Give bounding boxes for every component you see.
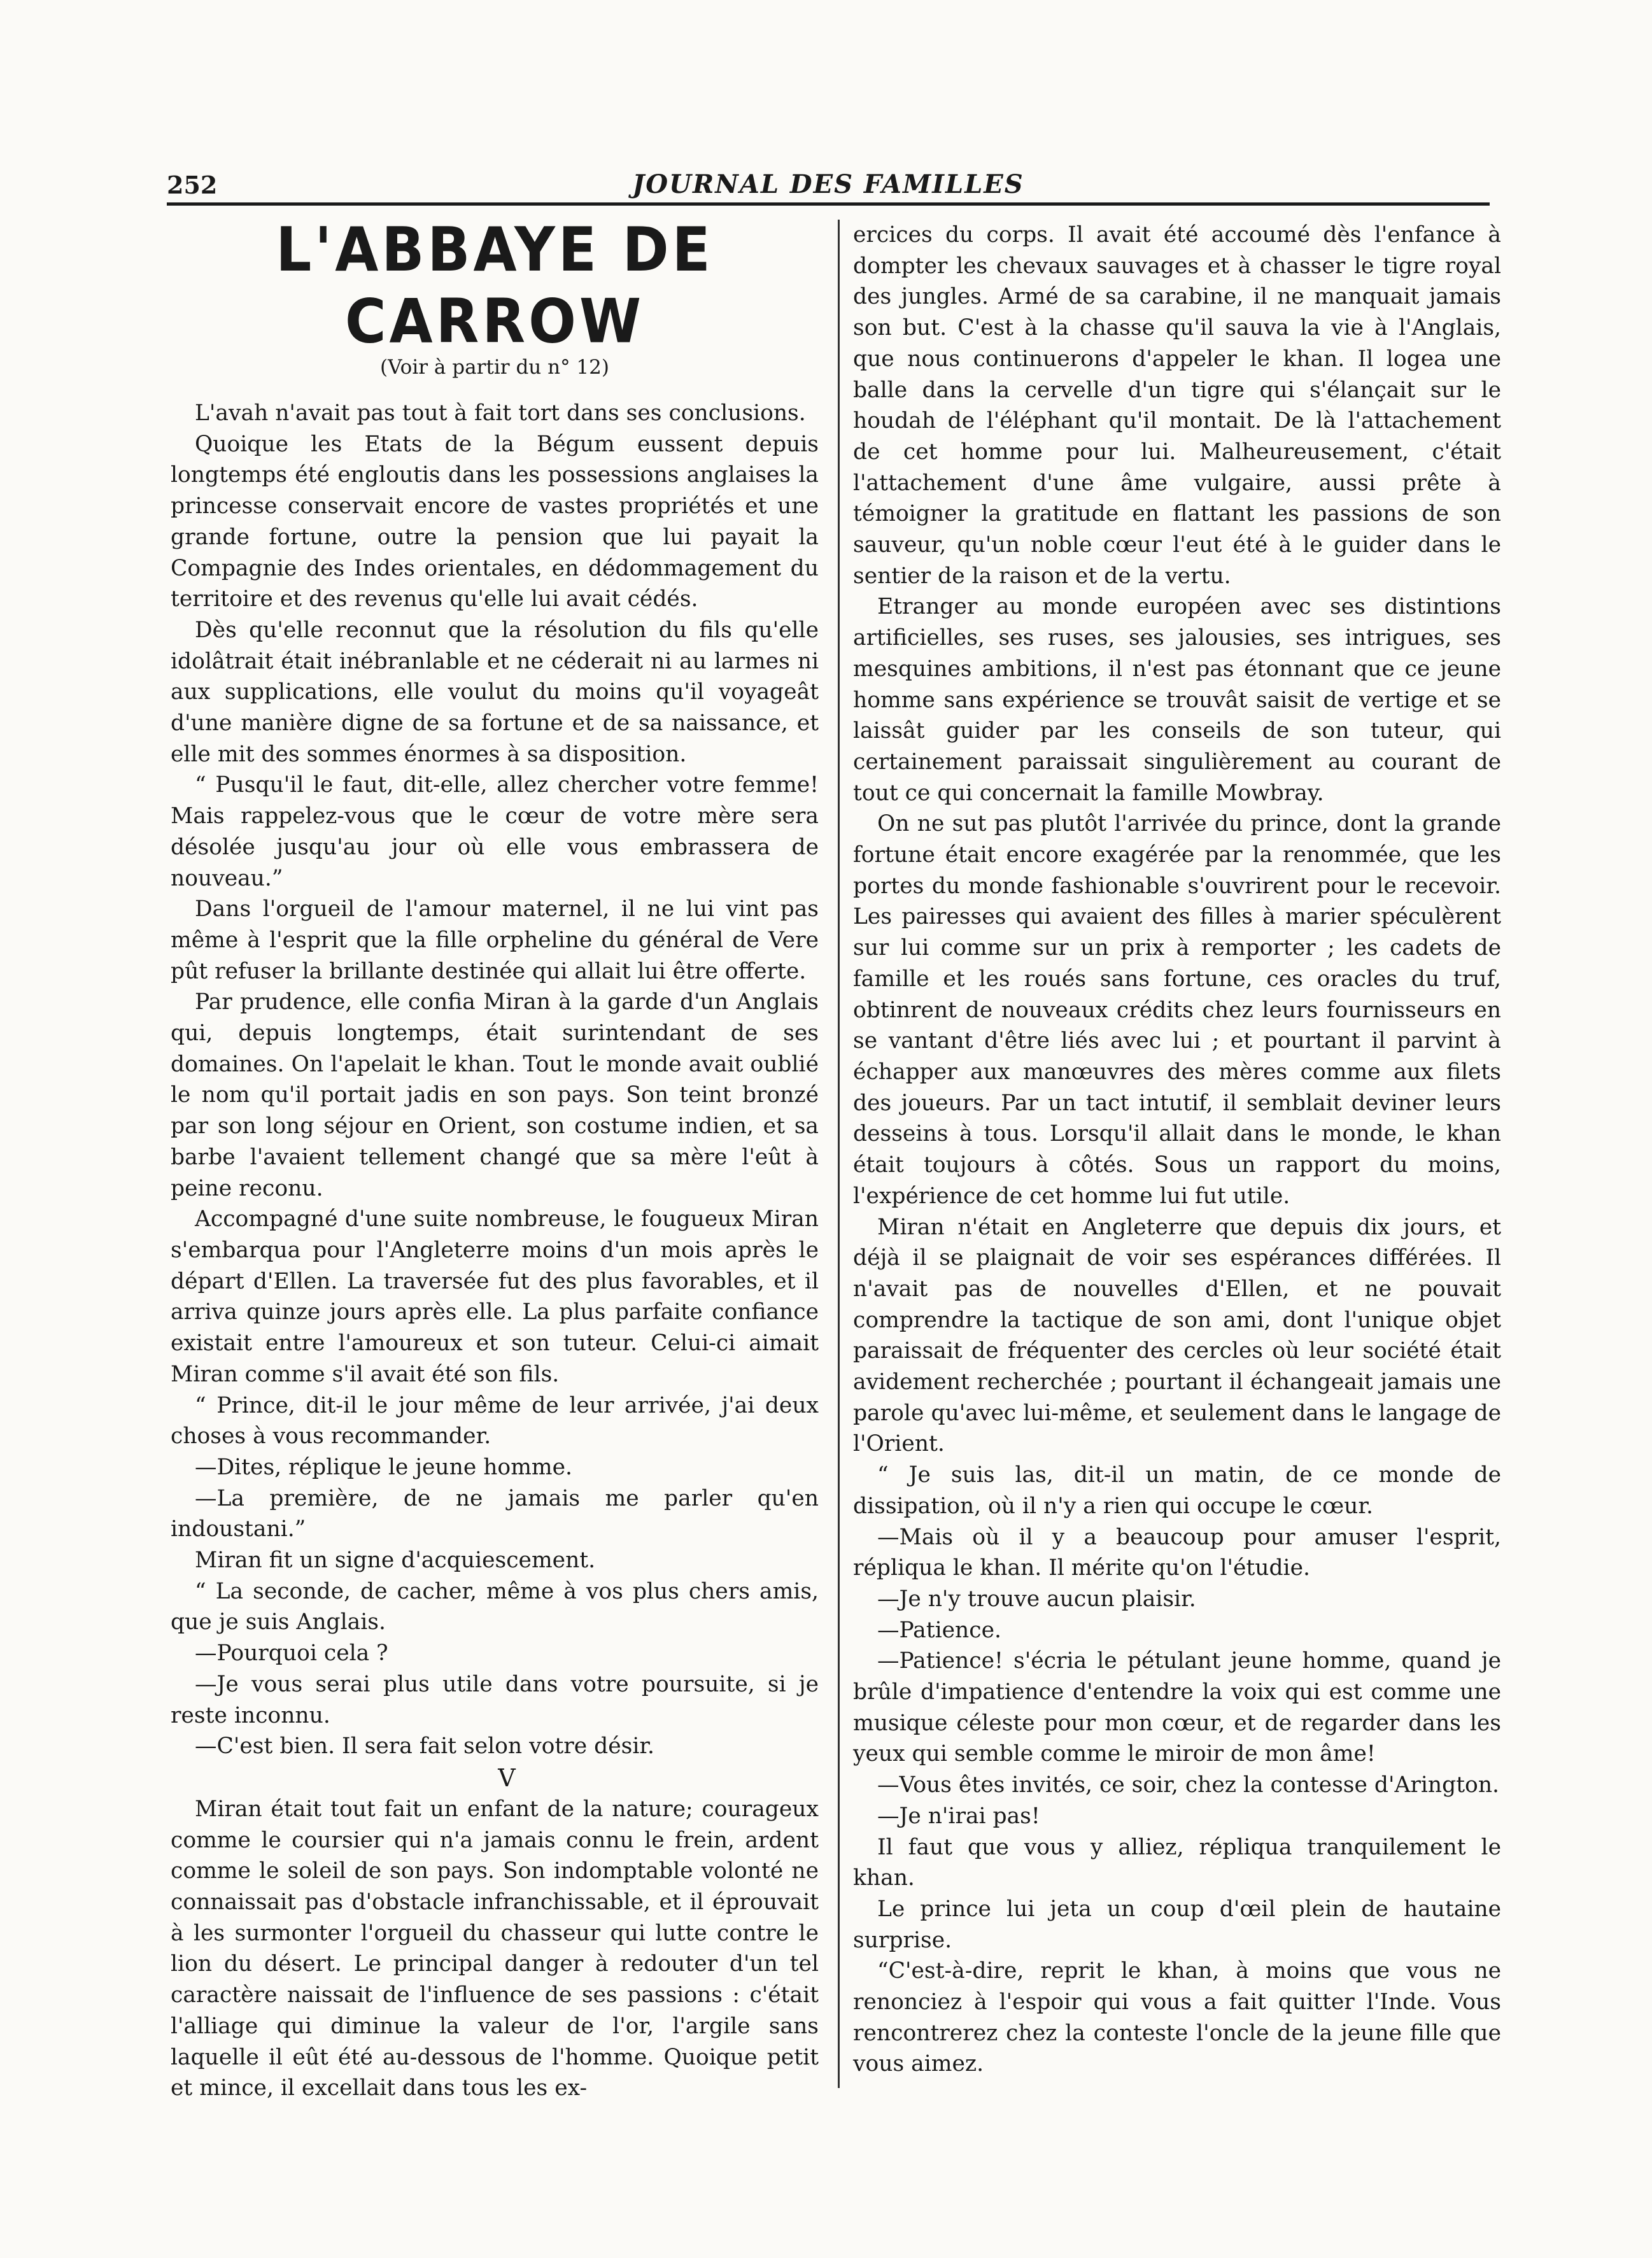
paragraph: —Pourquoi cela ? bbox=[195, 1641, 388, 1667]
paragraph: On ne sut pas plutôt l'arrivée du prince, dont la grande fortune était encore exagérée par la renommée, que les portes du monde fashionable s'ouvrirent pour le recevoir. Les pairesses qui avaient des filles à marier spéculèrent sur lui comme sur un prix à remporter ; les cadets de famille et les roués sans fortune, ces oracles du truf, obtinrent de nouveaux crédits chez leurs fournisseurs en se vantant d'être liés avec lui ; et pourtant il parvint à échapper aux manœuvres des mères comme aux filets des joueurs. Par un tact intutif, il semblait deviner leurs desseins à tous. Lorsqu'il allait dans le monde, le khan était toujours à côtés. Sous un rapport du moins, l'expérience de cet homme lui fut utile. bbox=[853, 811, 1501, 1209]
paragraph: —La première, de ne jamais me parler qu'en indoustani.” bbox=[171, 1485, 819, 1542]
paragraph: Accompagné d'une suite nombreuse, le fougueux Miran s'embarqua pour l'Angleterre moins d'un mois après le départ d'Ellen. La traversée fut des plus favorables, et il arriva quinze jours après elle. La plus parfaite confiance existait entre l'amoureux et son tuteur. Celui-ci aimait Miran comme s'il avait été son fils. bbox=[171, 1206, 819, 1387]
paragraph: Le prince lui jeta un coup d'œil plein de hautaine surprise. bbox=[853, 1896, 1501, 1953]
paragraph: —Je vous serai plus utile dans votre poursuite, si je reste inconnu. bbox=[171, 1671, 819, 1728]
journal-title: JOURNAL DES FAMILLES bbox=[632, 169, 1024, 199]
paragraph: —Je n'irai pas! bbox=[877, 1803, 1040, 1829]
paragraph: —Patience. bbox=[877, 1617, 1001, 1643]
article-subtitle: (Voir à partir du n° 12) bbox=[380, 356, 609, 379]
paragraph: Quoique les Etats de la Bégum eussent depuis longtemps été engloutis dans les possessions anglaises la princesse conservait encore de vastes propriétés et une grande fortune, outre la pension que lui payait la Compagnie des Indes orientales, en dédommagement du territoire et des revenus qu'elle lui avait cédés. bbox=[171, 431, 819, 612]
paragraph: Etranger au monde européen avec ses distintions artificielles, ses ruses, ses jalousies, ses intrigues, ses mesquines ambitions, il n'est pas étonnant que ce jeune homme sans expérience se trouvât saisit de vertige et se laissât guider par les conseils de son tuteur, qui certainement paraissait singulièrement au courant de tout ce qui concernait la famille Mowbray. bbox=[853, 594, 1501, 806]
paragraph: L'avah n'avait pas tout à fait tort dans ses conclusions. bbox=[195, 400, 806, 426]
paragraph: Miran fit un signe d'acquiescement. bbox=[195, 1548, 596, 1574]
left-column bbox=[171, 214, 819, 2104]
paragraph: “C'est-à-dire, reprit le khan, à moins que vous ne renonciez à l'espoir qui vous a fait quitter l'Inde. Vous rencontrerez chez la conteste l'oncle de la jeune fille que vous aimez. bbox=[853, 1958, 1501, 2077]
paragraph: Dans l'orgueil de l'amour maternel, il ne lui vint pas même à l'esprit que la fille orpheline du général de Vere pût refuser la brillante destinée qui allait lui être offerte. bbox=[171, 896, 819, 984]
paragraph: “ Pusqu'il le faut, dit-elle, allez chercher votre femme! Mais rappelez-vous que le cœur de votre mère sera désolée jusqu'au jour où elle vous embrassera de nouveau.” bbox=[171, 772, 819, 891]
paragraph: “ La seconde, de cacher, même à vos plus chers amis, que je suis Anglais. bbox=[171, 1578, 819, 1635]
paragraph: “ Prince, dit-il le jour même de leur arrivée, j'ai deux choses à vous recommander. bbox=[171, 1392, 819, 1450]
paragraph: Il faut que vous y alliez, répliqua tranquilement le khan. bbox=[853, 1834, 1501, 1891]
column-divider bbox=[838, 220, 840, 2088]
paragraph: —Mais où il y a beaucoup pour amuser l'esprit, répliqua le khan. Il mérite qu'on l'étudie. bbox=[853, 1524, 1501, 1581]
paragraph: —Patience! s'écria le pétulant jeune homme, quand je brûle d'impatience d'entendre la voix qui est comme une musique céleste pour mon cœur, et de regarder dans les yeux qui semble comme le miroir de mon âme! bbox=[853, 1648, 1501, 1767]
paragraph: Miran n'était en Angleterre que depuis dix jours, et déjà il se plaignait de voir ses espérances différées. Il n'avait pas de nouvelles d'Ellen, et ne pouvait comprendre la tactique de son ami, dont l'unique objet paraissait de fréquenter des cercles où leur société était avidement recherchée ; pourtant il échangeait jamais une parole qu'avec lui-même, et seulement dans le langage de l'Orient. bbox=[853, 1214, 1501, 1457]
paragraph: ercices du corps. Il avait été accoumé dès l'enfance à dompter les chevaux sauvages et à chasser le tigre royal des jungles. Armé de sa carabine, il ne manquait jamais son but. C'est à la chasse qu'il sauva la vie à l'Anglais, que nous continuerons d'appeler le khan. Il logea une balle dans la cervelle d'un tigre qui s'élançait sur le houdah de l'éléphant qu'il montait. De là l'attachement de cet homme pour lui. Malheureusement, c'était l'attachement d'une âme vulgaire, aussi prête à témoigner la gratitude en flattant les passions de son sauveur, qu'un noble cœur l'eut été à le guider dans le sentier de la raison et de la vertu. bbox=[853, 222, 1501, 589]
paragraph: “ Je suis las, dit-il un matin, de ce monde de dissipation, où il n'y a rien qui occupe le cœur. bbox=[853, 1462, 1501, 1519]
paragraph: Dès qu'elle reconnut que la résolution du fils qu'elle idolâtrait était inébranlable et ne céderait ni au larmes ni aux supplications, elle voulut du moins qu'il voyageât d'une manière digne de sa fortune et de sa naissance, et elle mit des sommes énormes à sa disposition. bbox=[171, 617, 819, 767]
paragraph: —C'est bien. Il sera fait selon votre désir. bbox=[195, 1733, 655, 1760]
article-title: L'ABBAYE DE CARROW bbox=[276, 214, 714, 357]
paragraph: —Dites, réplique le jeune homme. bbox=[195, 1454, 573, 1480]
header-rule bbox=[167, 202, 1490, 206]
paragraph: Miran était tout fait un enfant de la nature; courageux comme le coursier qui n'a jamais connu le frein, ardent comme le soleil de son pays. Son indomptable volonté ne connaissait pas d'obstacle infranchissable, et il éprouvait à les surmonter l'orgueil du chasseur qui lutte contre le lion du désert. Le principal danger à redouter d'un tel caractère naissait de l'influence de ses passions : c'était l'alliage qui diminue la valeur de l'or, l'argile sans laquelle il eût été au-dessous de l'homme. Quoique petit et mince, il excellait dans tous les ex- bbox=[171, 1796, 819, 2101]
page-header bbox=[167, 167, 1490, 205]
paragraph: —Je n'y trouve aucun plaisir. bbox=[877, 1586, 1196, 1612]
paragraph: Par prudence, elle confia Miran à la garde d'un Anglais qui, depuis longtemps, était surintendant de ses domaines. On l'apelait le khan. Tout le monde avait oublié le nom qu'il portait jadis en son pays. Son teint bronzé par son long séjour en Orient, son costume indien, et sa barbe l'avaient tellement changé que sa mère l'eût à peine reconu. bbox=[171, 989, 819, 1201]
section-number: V bbox=[498, 1763, 516, 1792]
page-number: 252 bbox=[167, 171, 218, 199]
right-column bbox=[853, 220, 1501, 2080]
paragraph: —Vous êtes invités, ce soir, chez la contesse d'Arington. bbox=[877, 1772, 1500, 1798]
